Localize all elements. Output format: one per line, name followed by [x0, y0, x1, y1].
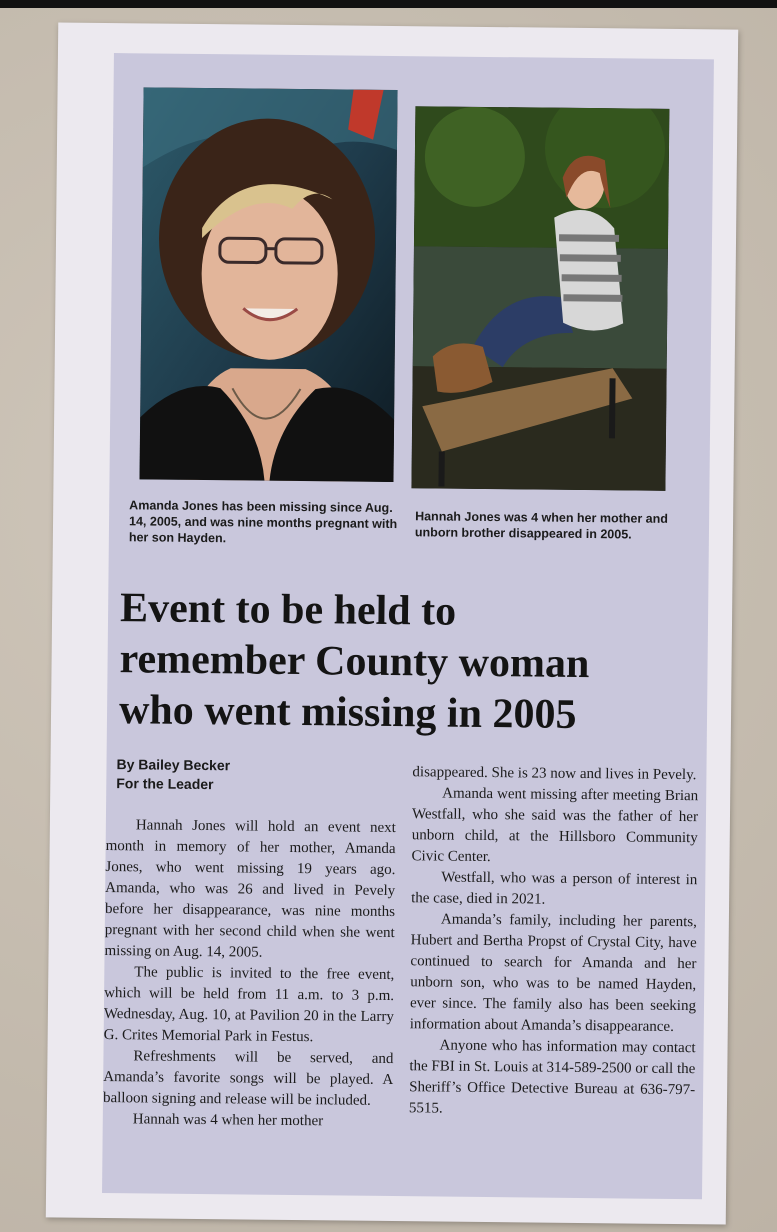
paragraph: Hannah was 4 when her mother: [132, 1111, 324, 1130]
paragraph: Anyone who has information may contact the FBI in St. Louis at 314-589-2500 or call the Sheriff’s Office Detective Bureau at 636-797-5515.: [408, 1037, 696, 1117]
top-edge: [0, 0, 777, 8]
headline: Event to be held to remember County woman who went missing in 2005: [118, 585, 590, 738]
paragraph: Hannah Jones will hold an event next month in memory of her mother, Amanda Jones, who went missing 19 years ago. Amanda, who was 26 and lived in Pevely before her disappearance, was nine months pregnant with her second child when she went missing on Aug. 14, 2005.: [104, 817, 396, 961]
paragraph: Refreshments will be served, and Amanda’s favorite songs will be played. A balloon signing and release will be included.: [102, 1048, 394, 1109]
newspaper-clipping: [46, 22, 738, 1224]
clipping-page: [102, 53, 714, 1199]
article-column-right: [409, 762, 699, 1122]
paragraph: disappeared. She is 23 now and lives in Pevely.: [412, 764, 697, 784]
byline: [116, 755, 336, 795]
article-column-left: [103, 815, 396, 1133]
caption-hannah: Hannah Jones was 4 when her mother and unborn brother disappeared in 2005.: [414, 509, 669, 542]
paragraph: Westfall, who was a person of interest in the case, died in 2021.: [411, 869, 698, 908]
photo-amanda-jones: [139, 87, 397, 482]
paragraph: Amanda went missing after meeting Brian Westfall, who she said was the father of her unborn child, at the Hillsboro Community Civic Center.: [411, 785, 699, 866]
caption-amanda: Amanda Jones has been missing since Aug. 14, 2005, and was nine months pregnant with her son Hayden.: [128, 498, 398, 546]
outdoor-illustration: [411, 106, 669, 491]
portrait-illustration: [139, 87, 397, 482]
paragraph: Amanda’s family, including her parents, Hubert and Bertha Propst of Crystal City, have continued to search for Amanda and her unborn son, who was to be named Hayden, ever since. The family also has been seeking information about Amanda’s disappearance.: [409, 911, 697, 1035]
paragraph: The public is invited to the free event, which will be held from 11 a.m. to 3 p.m. Wednesday, Aug. 10, at Pavilion 20 in the Larry G. Crites Memorial Park in Festus.: [103, 964, 395, 1046]
byline-outlet: For the Leader: [116, 775, 214, 793]
photo-hannah-jones: [411, 106, 669, 491]
byline-author: By Bailey Becker: [116, 756, 231, 774]
